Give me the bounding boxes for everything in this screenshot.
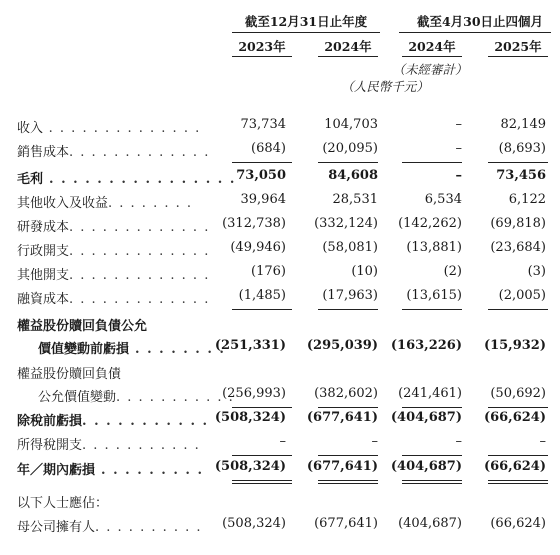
subtotal-rule: [232, 309, 292, 310]
unaudited-note: （未經審計）: [392, 62, 468, 77]
cell-income-tax-2023: –: [279, 434, 286, 449]
total-double-rule: [232, 480, 292, 481]
cell-admin-expenses-2024: (58,081): [322, 240, 378, 255]
cell-other-income-2023: 39,964: [240, 192, 286, 207]
subtotal-rule: [232, 455, 292, 456]
subtotal-rule: [318, 162, 378, 163]
row-label-rd-costs: 研發成本. . . . . . . . . . . . .: [17, 220, 210, 235]
fy-group-underline: [232, 32, 380, 33]
year-2024-header: 2024年: [324, 39, 372, 54]
total-double-rule: [402, 483, 462, 484]
total-double-rule: [402, 480, 462, 481]
row-label-finance-costs: 融資成本. . . . . . . . . . . . .: [17, 292, 210, 307]
cell-rd-costs-2024-4m: (142,262): [398, 216, 462, 231]
cell-other-income-2024: 28,531: [332, 192, 378, 207]
subtotal-rule: [232, 162, 292, 163]
cell-fv-change-2023: (256,993): [222, 386, 286, 401]
cell-income-tax-2025-4m: –: [539, 434, 546, 449]
four-month-group-header: 截至4月30日止四個月: [416, 14, 544, 29]
subtotal-rule: [318, 407, 378, 408]
year-2024-4m-header: 2024年: [408, 39, 456, 54]
cell-other-income-2025-4m: 6,122: [508, 192, 546, 207]
cell-rd-costs-2023: (312,738): [222, 216, 286, 231]
cell-admin-expenses-2025-4m: (23,684): [490, 240, 546, 255]
total-double-rule: [318, 480, 378, 481]
cell-revenue-2024-4m: –: [455, 117, 462, 132]
cell-owners-of-parent-2025-4m: (66,624): [490, 516, 546, 531]
cell-other-expenses-2025-4m: (3): [527, 264, 546, 279]
cell-admin-expenses-2023: (49,946): [230, 240, 286, 255]
year-2023-header: 2023年: [238, 39, 286, 54]
row-label-loss-before-tax: 除稅前虧損. . . . . . . . . . .: [17, 414, 209, 429]
total-double-rule: [488, 480, 548, 481]
currency-unit-note: （人民幣千元）: [341, 79, 429, 94]
cell-loss-before-fv-2025-4m: (15,932): [483, 338, 546, 353]
cell-fv-change-2024-4m: (241,461): [398, 386, 462, 401]
cell-loss-before-tax-2024-4m: (404,687): [390, 410, 462, 425]
cell-cost-of-sales-2024-4m: –: [455, 141, 462, 156]
subtotal-rule: [488, 162, 548, 163]
year-underline: [402, 56, 462, 57]
row-label-other-income: 其他收入及收益. . . . . . . .: [17, 196, 193, 211]
fiscal-year-group-header: 截至12月31日止年度: [244, 14, 368, 29]
cell-finance-costs-2025-4m: (2,005): [498, 288, 546, 303]
row-label-loss-for-period: 年／期內虧損 . . . . . . . . .: [17, 463, 204, 478]
subtotal-rule: [232, 407, 292, 408]
cell-other-expenses-2024-4m: (2): [443, 264, 462, 279]
total-double-rule: [232, 483, 292, 484]
subtotal-rule: [488, 309, 548, 310]
cell-rd-costs-2025-4m: (69,818): [490, 216, 546, 231]
cell-loss-before-tax-2024: (677,641): [306, 410, 378, 425]
cell-owners-of-parent-2024: (677,641): [314, 516, 378, 531]
cell-finance-costs-2023: (1,485): [238, 288, 286, 303]
cell-loss-before-fv-2024-4m: (163,226): [390, 338, 462, 353]
cell-rd-costs-2024: (332,124): [314, 216, 378, 231]
row-label-fv-change-line2: 公允價值變動. . . . . . . . . . .: [38, 390, 235, 405]
cell-fv-change-2025-4m: (50,692): [490, 386, 546, 401]
cell-other-expenses-2024: (10): [351, 264, 378, 279]
row-label-income-tax: 所得稅開支. . . . . . . . . . .: [17, 438, 201, 453]
row-label-loss-before-fv-line1: 權益股份贖回負債公允: [17, 319, 148, 334]
row-label-admin-expenses: 行政開支. . . . . . . . . . . . .: [17, 244, 210, 259]
subtotal-rule: [488, 407, 548, 408]
subtotal-rule: [402, 162, 462, 163]
subtotal-rule: [318, 455, 378, 456]
year-2025-4m-header: 2025年: [494, 39, 542, 54]
cell-revenue-2024: 104,703: [324, 117, 378, 132]
cell-finance-costs-2024: (17,963): [322, 288, 378, 303]
cell-gross-profit-2023: 73,050: [236, 168, 286, 183]
cell-revenue-2025-4m: 82,149: [500, 117, 546, 132]
cell-gross-profit-2025-4m: 73,456: [496, 168, 546, 183]
year-underline: [318, 56, 378, 57]
cell-loss-before-tax-2025-4m: (66,624): [483, 410, 546, 425]
cell-fv-change-2024: (382,602): [314, 386, 378, 401]
row-label-fv-change-line1: 權益股份贖回負債: [17, 367, 122, 382]
cell-loss-for-period-2023: (508,324): [214, 459, 286, 474]
cell-finance-costs-2024-4m: (13,615): [406, 288, 462, 303]
row-label-cost-of-sales: 銷售成本. . . . . . . . . . . . .: [17, 145, 210, 160]
cell-gross-profit-2024-4m: –: [455, 168, 462, 183]
cell-loss-for-period-2024: (677,641): [306, 459, 378, 474]
cell-income-tax-2024: –: [371, 434, 378, 449]
cell-loss-for-period-2025-4m: (66,624): [483, 459, 546, 474]
cell-loss-before-fv-2024: (295,039): [306, 338, 378, 353]
cell-loss-before-fv-2023: (251,331): [214, 338, 286, 353]
subtotal-rule: [488, 455, 548, 456]
cell-revenue-2023: 73,734: [240, 117, 286, 132]
cell-cost-of-sales-2025-4m: (8,693): [498, 141, 546, 156]
row-label-gross-profit: 毛利 . . . . . . . . . . . . . . . .: [17, 172, 236, 187]
row-label-owners-of-parent: 母公司擁有人. . . . . . . . . .: [17, 520, 203, 535]
total-double-rule: [488, 483, 548, 484]
cell-loss-for-period-2024-4m: (404,687): [390, 459, 462, 474]
cell-gross-profit-2024: 84,608: [328, 168, 378, 183]
cell-cost-of-sales-2024: (20,095): [322, 141, 378, 156]
row-label-other-expenses: 其他開支. . . . . . . . . . . . .: [17, 268, 210, 283]
cell-loss-before-tax-2023: (508,324): [214, 410, 286, 425]
year-underline: [488, 56, 548, 57]
subtotal-rule: [402, 309, 462, 310]
4m-group-underline: [399, 32, 551, 33]
cell-owners-of-parent-2023: (508,324): [222, 516, 286, 531]
cell-income-tax-2024-4m: –: [455, 434, 462, 449]
row-label-revenue: 收入 . . . . . . . . . . . . . .: [17, 121, 201, 136]
cell-owners-of-parent-2024-4m: (404,687): [398, 516, 462, 531]
row-label-loss-before-fv-line2: 價值變動前虧損 . . . . . . . .: [38, 342, 226, 357]
year-underline: [232, 56, 292, 57]
row-label-attributable-to: 以下人士應佔：: [17, 496, 109, 511]
subtotal-rule: [402, 407, 462, 408]
cell-cost-of-sales-2023: (684): [251, 141, 286, 156]
subtotal-rule: [402, 455, 462, 456]
cell-other-expenses-2023: (176): [251, 264, 286, 279]
cell-admin-expenses-2024-4m: (13,881): [406, 240, 462, 255]
total-double-rule: [318, 483, 378, 484]
cell-other-income-2024-4m: 6,534: [424, 192, 462, 207]
subtotal-rule: [318, 309, 378, 310]
